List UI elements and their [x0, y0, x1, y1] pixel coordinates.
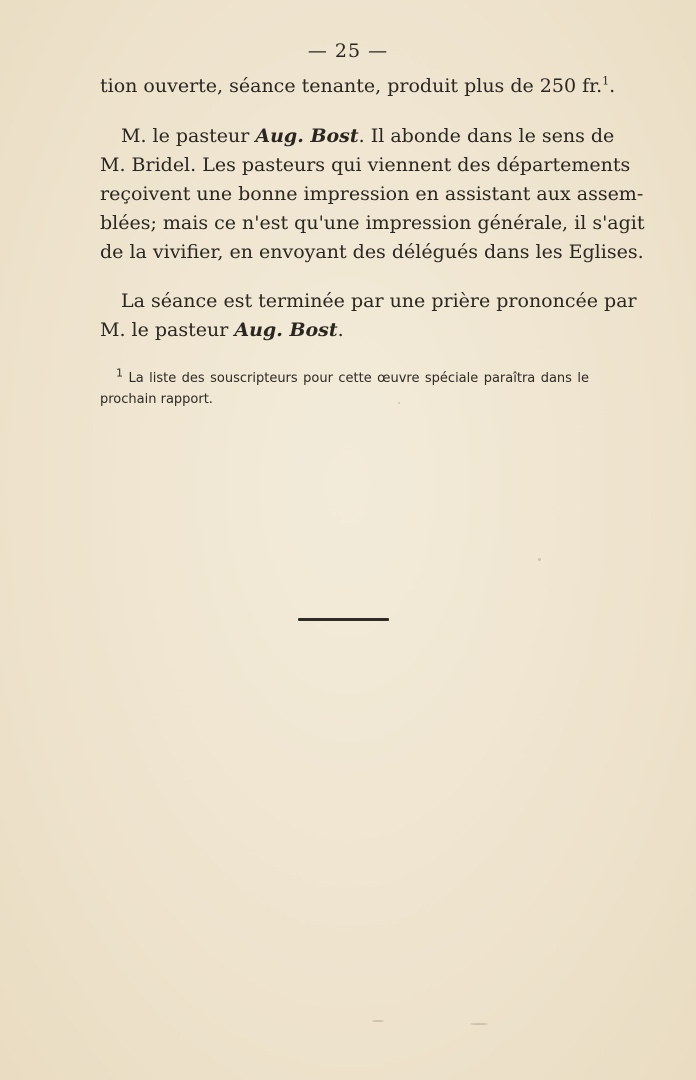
bost-line-1	[100, 122, 615, 151]
bost-line-3: reçoivent une bonne impression en assistant aux assem-	[100, 183, 644, 205]
footnote-marker: 1	[116, 366, 123, 380]
footnote-text-1: La liste des souscripteurs pour cette œuvre spéciale paraîtra dans le	[128, 371, 589, 386]
carryover-period: .	[609, 75, 616, 97]
bost-paragraph	[100, 122, 645, 267]
bost-line-2: M. Bridel. Les pasteurs qui viennent des départements	[100, 154, 631, 176]
closing-paragraph	[100, 287, 637, 345]
speaker-name: Aug. Bost	[255, 125, 359, 147]
footnote-reference[interactable]: 1	[602, 74, 610, 88]
carryover-paragraph	[100, 72, 616, 101]
carryover-text: tion ouverte, séance tenante, produit plus de 250 fr.	[100, 75, 603, 97]
paper-speck	[398, 402, 400, 404]
section-end-rule	[298, 618, 389, 621]
footnote-line-1	[100, 368, 589, 389]
closing-period: .	[337, 319, 344, 341]
closing-speaker-name: Aug. Bost	[234, 319, 338, 341]
bost-line-4: blées; mais ce n'est qu'une impression générale, il s'agit	[100, 212, 645, 234]
bost-prefix: M. le pasteur	[121, 125, 256, 147]
closing-line-2	[100, 316, 589, 345]
closing-line-1: La séance est terminée par une prière prononcée par	[121, 290, 637, 312]
paper-speck	[470, 1023, 488, 1025]
footnote	[100, 368, 589, 410]
page-number: — 25 —	[307, 40, 389, 62]
closing-prefix: M. le pasteur	[100, 319, 235, 341]
paper-speck	[372, 1020, 384, 1022]
paper-speck	[538, 558, 541, 561]
bost-line-5: de la vivifier, en envoyant des délégués dans les Eglises.	[100, 241, 644, 263]
footnote-line-2: prochain rapport.	[100, 392, 213, 407]
carryover-line	[100, 72, 616, 101]
bost-line-1-rest: . Il abonde dans le sens de	[358, 125, 615, 147]
